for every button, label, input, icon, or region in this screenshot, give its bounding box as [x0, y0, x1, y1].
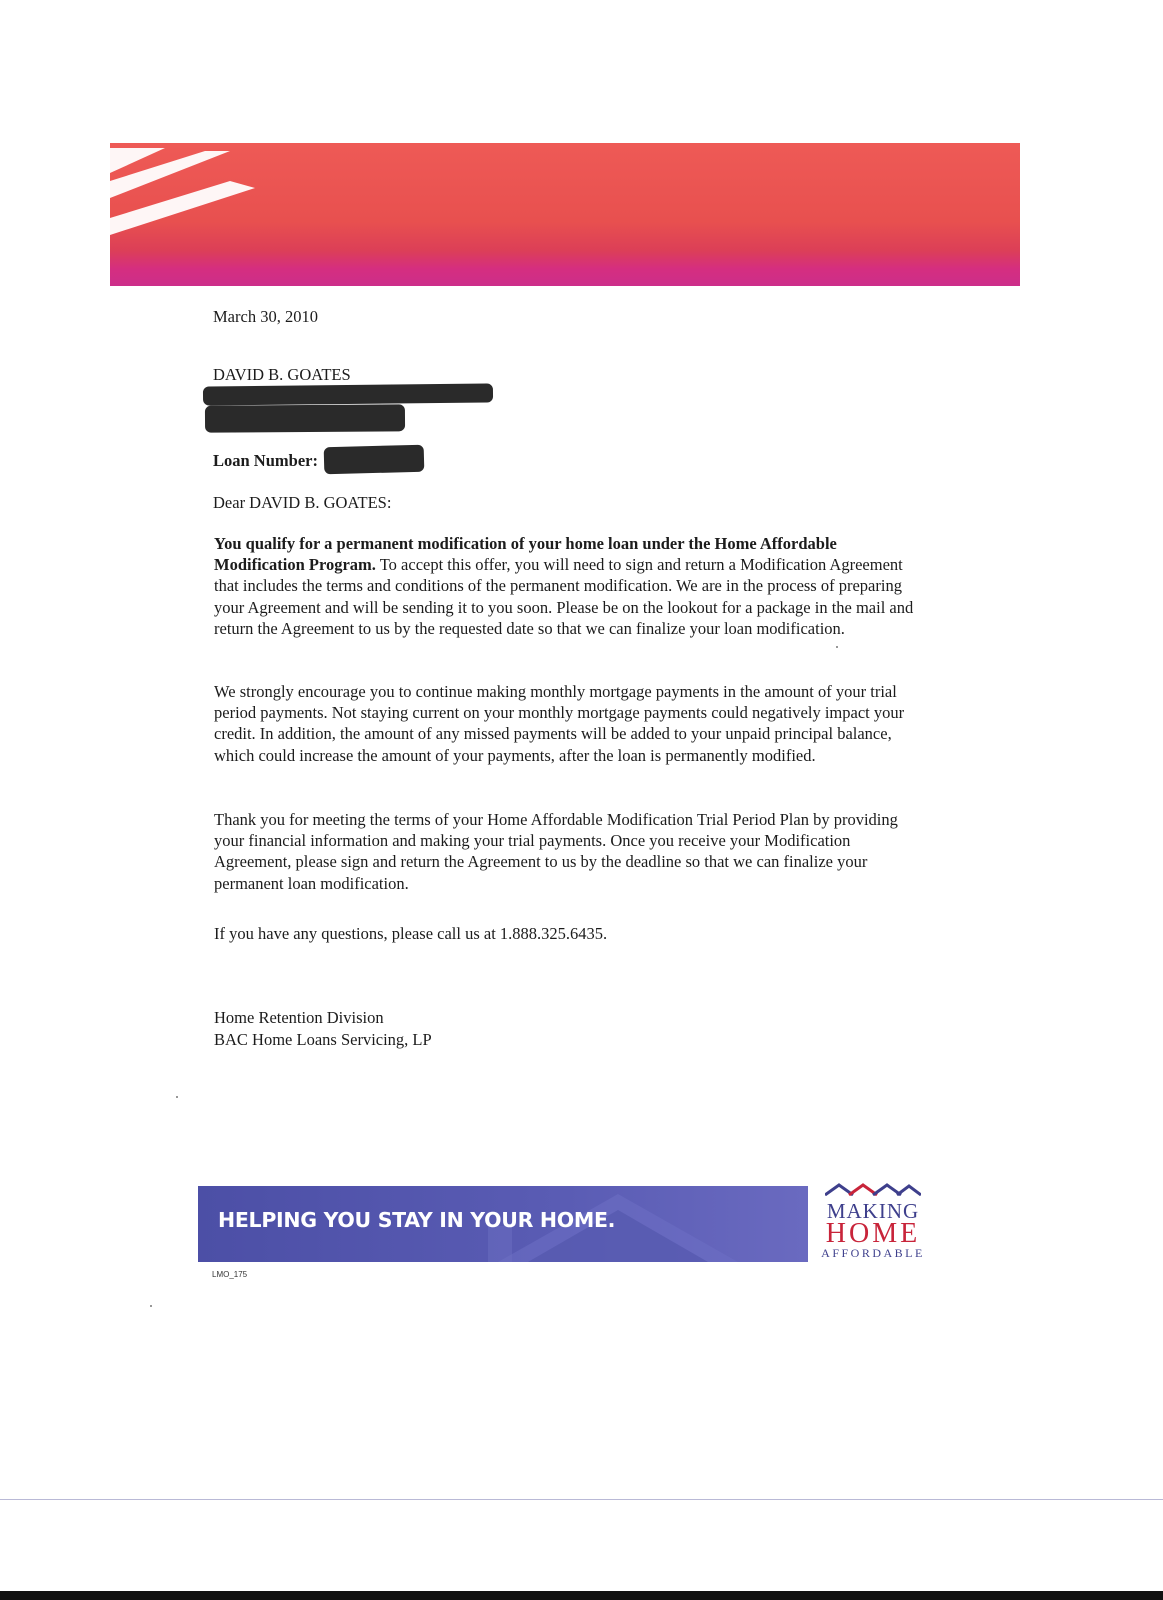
signature-division: Home Retention Division: [214, 1008, 384, 1027]
scan-edge-line: [0, 1499, 1163, 1500]
making-home-affordable-logo: [818, 1180, 928, 1260]
paragraph-contact: If you have any questions, please call us at 1.888.325.6435.: [214, 924, 608, 943]
loan-number-label: Loan Number:: [213, 451, 318, 470]
redacted-address-line-1: [203, 383, 493, 405]
logo-word-affordable: AFFORDABLE: [821, 1246, 925, 1260]
recipient-name: DAVID B. GOATES: [213, 365, 351, 384]
rooftops-icon: [825, 1182, 921, 1196]
paragraph-qualification: [214, 533, 919, 639]
footer-banner: [198, 1186, 808, 1262]
banner-slogan: HELPING YOU STAY IN YOUR HOME.: [218, 1208, 616, 1232]
redacted-address-line-2: [205, 404, 405, 432]
paragraph-payments: We strongly encourage you to continue making monthly mortgage payments in the amount of your trial period payments. Not staying current on your monthly mortgage payments could negatively impact your credit. In addition, the amount of any missed payments will be added to your unpaid principal balance, which could increase the amount of your payments, after the loan is permanently modified.: [214, 682, 905, 765]
scan-speck: [176, 1096, 178, 1098]
bank-flag-logo: [110, 143, 1020, 286]
paragraph-thank-you: Thank you for meeting the terms of your Home Affordable Modification Trial Period Plan by providing your financial information and making your trial payments. Once you receive your Modification Agreement, please sign and return the Agreement to us by the deadline so that we can finalize your permanent loan modification.: [214, 810, 898, 893]
logo-word-home: HOME: [825, 1218, 921, 1249]
logo-word-making: MAKING: [826, 1199, 920, 1223]
letterhead-banner: [110, 143, 1020, 286]
scan-bottom-edge: [0, 1591, 1163, 1600]
salutation: Dear DAVID B. GOATES:: [213, 493, 392, 512]
scan-speck: [150, 1305, 152, 1307]
qualification-statement: You qualify for a permanent modification of your home loan under the Home Affordable Modification Program.: [214, 534, 837, 575]
signature-company: BAC Home Loans Servicing, LP: [214, 1030, 432, 1049]
redacted-loan-number: [324, 445, 425, 475]
letter-date: March 30, 2010: [213, 307, 318, 326]
form-code: LMO_175: [212, 1270, 248, 1279]
scan-speck: [836, 646, 838, 648]
qualification-details: To accept this offer, you will need to sign and return a Modification Agreement that includes the terms and conditions of the permanent modification. We are in the process of preparing your Agreement and will be sending it to you soon. Please be on the lookout for a package in the mail and return the Agreement to us by the requested date so that we can finalize your loan modification.: [214, 555, 914, 638]
